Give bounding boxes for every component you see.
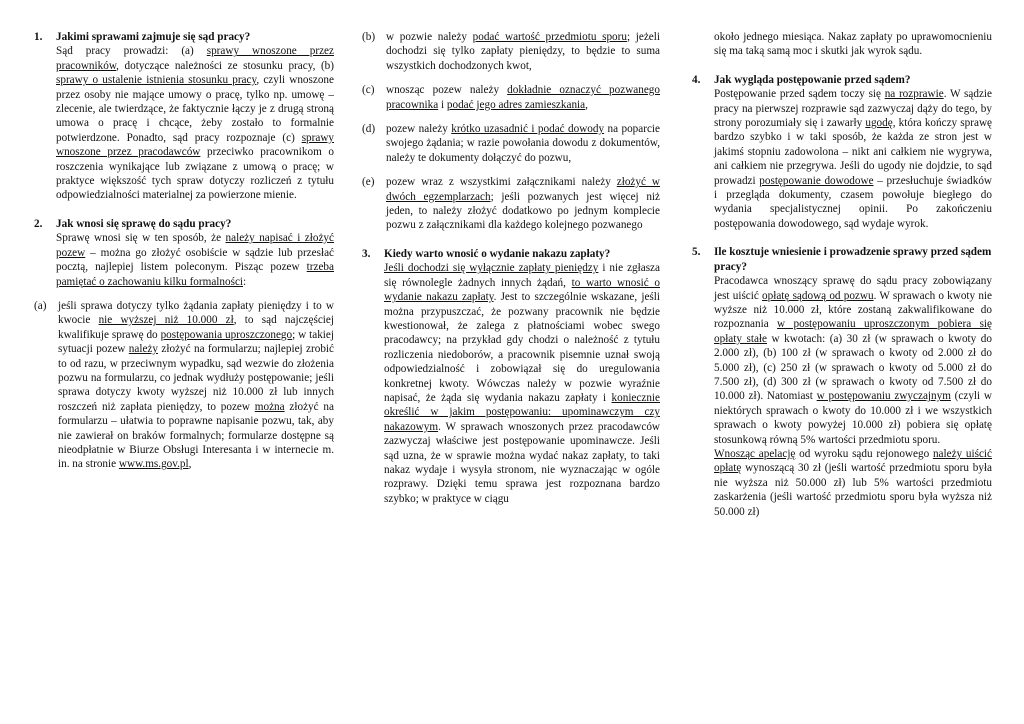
section-4 (692, 73, 992, 231)
section-3-body (362, 261, 660, 506)
section-1-body (34, 44, 334, 202)
section-2 (34, 217, 334, 472)
section-5-body (692, 274, 992, 519)
section-4-body (692, 87, 992, 231)
list-item-d: (d) pozew należy krótko uzasadnić i podać dowody na poparcie swojego żądania; w razie powołania dowodu z dokumentów, należy te dokumenty dołączyć do pozwu, (362, 123, 661, 164)
section-4-text: Postępowanie przed sądem toczy się na rozprawie. W sądzie pracy na pierwszej rozprawie sąd zazwyczaj dąży do tego, by strony porozumiały się i zawarły ugodę, która kończy sprawę bardzo szybko i w taki sposób, że każda ze stron jest w jakimś stopniu zadowolona – nikt ani całkiem nie wygrywa, ani całkiem nie przegrywa. Jeśli do ugody nie dojdzie, to sąd prowadzi postępowanie dowodowe – przesłuchuje świadków i przegląda dokumenty, czasem powołuje biegłego do wydania specjalistycznej opinii. Po zakończeniu postępowania dowodowego, sąd wydaje wyrok. (714, 88, 992, 230)
section-2-text: Sprawę wnosi się w ten sposób, że należy napisać i złożyć pozew – można go złożyć osobiście w sądzie lub przesłać pocztą, najlepiej listem poleconym. Pisząc pozew trzeba pamiętać o zachowaniu kilku formalności: (56, 232, 334, 288)
section-2-body (34, 231, 334, 289)
section-1-text: Sąd pracy prowadzi: (a) sprawy wnoszone przez pracowników, dotyczące należności ze stosunku pracy, (b) sprawy o ustalenie istnienia stosunku pracy, czyli wnoszone przez osoby nie mające umowy o pracę, tylko np. umowę – zlecenie, ale twierdzące, że faktycznie łączy je z drugą stroną umowa o pracę i chcące, żeby zostało to formalnie potwierdzone. Ponadto, sąd pracy rozpoznaje (c) sprawy wnoszone przez pracodawców przeciwko pracownikom o roszczenia wynikające lub związane z umową o pracę; w praktyce większość tych spraw dotyczy rozliczeń z tytułu odpowiedzialności materialnej za powierzone mienie. (56, 45, 335, 202)
section-5-text: Pracodawca wnoszący sprawę do sądu pracy zobowiązany jest uiścić opłatę sądową od pozwu. W sprawach o kwoty nie wyższe niż 10.000 zł, które zostaną zakwalifikowane do rozpoznania w postępowaniu uproszczonym pobiera się opłaty stałe w kwotach: (a) 30 zł (w sprawach o kwoty do 2.000 zł), (b) 100 zł (w sprawach o kwoty od 2.000 zł do 5.000 zł), (c) 250 zł (w sprawach o kwoty od 5.000 zł do 7.500 zł), (d) 300 zł (w sprawach o kwoty od 7.500 zł do 10.000 zł). Natomiast w postępowaniu zwyczajnym (czyli w niektórych sprawach o kwoty do 10.000 zł i we wszystkich sprawach o kwoty powyżej 10.000 zł) pobiera się opłatę stosunkową równą 5% wartości przedmiotu sporu. (714, 275, 992, 446)
section-1-heading: 1. Jakimi sprawami zajmuje się sąd pracy? (34, 31, 251, 43)
section-2-heading: 2. Jak wnosi się sprawę do sądu pracy? (34, 217, 232, 230)
ms-gov-link[interactable]: www.ms.gov.pl (118, 458, 189, 471)
list-item-c: (c) wnosząc pozew należy dokładnie oznaczyć pozwanego pracownika i podać jego adres zamieszkania, (362, 84, 660, 111)
list-item-e: (e) pozew wraz z wszystkimi załącznikami należy złożyć w dwóch egzemplarzach; jeśli pozwanych jest więcej niż jeden, to należy złożyć dodatkowo po jednym komplecie pozwu z załącznikami dla każdego kolejnego pozwanego (362, 176, 661, 232)
section-1 (34, 30, 334, 203)
column-1 (34, 30, 334, 486)
section-5 (692, 245, 992, 519)
section-3-continuation: około jednego miesiąca. Nakaz zapłaty po uprawomocnieniu się ma taką samą moc i skutki jak wyrok sądu. (714, 31, 992, 58)
list-item-a-text: jeśli sprawa dotyczy tylko żądania zapłaty pieniędzy i to w kwocie nie wyższej niż 10.000 zł, to sąd najczęściej kwalifikuje sprawę do postępowania uproszczonego; w takiej sytuacji pozew należy złożyć na formularzu; najlepiej zrobić to od razu, w przeciwnym wypadku, sąd wezwie do złożenia pozwu na formularzu, co jednak wydłuży postępowanie; jeśli sprawa dotyczy kwoty wyższej niż 10.000 zł lub innych roszczeń niż zapłata pieniędzy, to pozew można złożyć na formularzu – ułatwia to poprawne napisanie pozwu, tak, aby nie zawierał on braków formalnych; formularze dostępne są nieodpłatnie w Biurze Obsługi Interesanta i w internecie m. in. na stronie www.ms.gov.pl, (58, 299, 335, 471)
list-item-a: (a) jeśli sprawa dotyczy tylko żądania zapłaty pieniędzy i to w kwocie nie wyższej niż 10.000 zł, to sąd najczęściej kwalifikuje sprawę do postępowania uproszczonego; w takiej sytuacji pozew należy złożyć na formularzu; najlepiej zrobić to od razu, w przeciwnym wypadku, sąd wezwie do złożenia pozwu na formularzu, co jednak wydłuży postępowanie; jeśli sprawa dotyczy kwoty wyższej niż 10.000 zł lub innych roszczeń niż zapłata pieniędzy, to pozew można złożyć na formularzu – ułatwia to poprawne napisanie pozwu, tak, aby nie zawierał on braków formalnych; formularze dostępne są nieodpłatnie w Biurze Obsługi Interesanta i w internecie m. in. na stronie www.ms.gov.pl, (34, 299, 335, 471)
section-4-heading: 4. Jak wygląda postępowanie przed sądem? (692, 73, 911, 86)
section-3-heading: 3. Kiedy warto wnosić o wydanie nakazu zapłaty? (362, 247, 611, 260)
section-3 (362, 247, 660, 506)
section-3-continued (692, 30, 992, 59)
column-2 (362, 30, 660, 520)
section-5-heading: 5. Ile kosztuje wniesienie i prowadzenie sprawy przed sądem pracy? (692, 246, 992, 273)
list-item-b: (b) w pozwie należy podać wartość przedmiotu sporu; jeżeli dochodzi się tylko zapłaty pieniędzy, to będzie to suma wszystkich dochodzonych kwot, (362, 31, 660, 72)
column-3 (692, 30, 992, 533)
section-3-text: Jeśli dochodzi się wyłącznie zapłaty pieniędzy i nie zgłasza się równolegle żadnych innych żądań, to warto wnosić o wydanie nakazu zapłaty. Jest to szczególnie wskazane, jeśli można przypuszczać, że pozwany pracownik nie będzie kwestionował, że zalega z płatnościami wobec swego pracodawcy; na przykład gdy chodzi o należność z tytułu rozliczenia niedoborów, a pracownik pisemnie uznał swoją odpowiedzialność i zobowiązał się do uregulowania konkretnej kwoty. Wówczas należy w pozwie wyraźnie napisać, że żąda się wydania nakazu zapłaty i koniecznie określić w jakim postępowaniu: upominawczym czy nakazowym. W sprawach wnoszonych przez pracodawców zazwyczaj właściwe jest postępowanie upominawcze. Jeśli sąd uzna, że w sprawie można wydać nakaz zapłaty, to taki nakaz wydaje i wysyła stronom, nie wyznaczając w ogóle rozprawy. Dzięki temu sprawa jest rozpoznana bardzo szybko; w praktyce w ciągu (384, 262, 660, 505)
section-5-appeal-text: Wnosząc apelację od wyroku sądu rejonowego należy uiścić opłatę wynoszącą 30 zł (jeśli wartość przedmiotu sporu była nie wyższa niż 50.000 zł) lub 5% wartości przedmiotu zaskarżenia (jeśli wartość przedmiotu sporu była wyższa niż 50.000 zł) (714, 447, 992, 518)
